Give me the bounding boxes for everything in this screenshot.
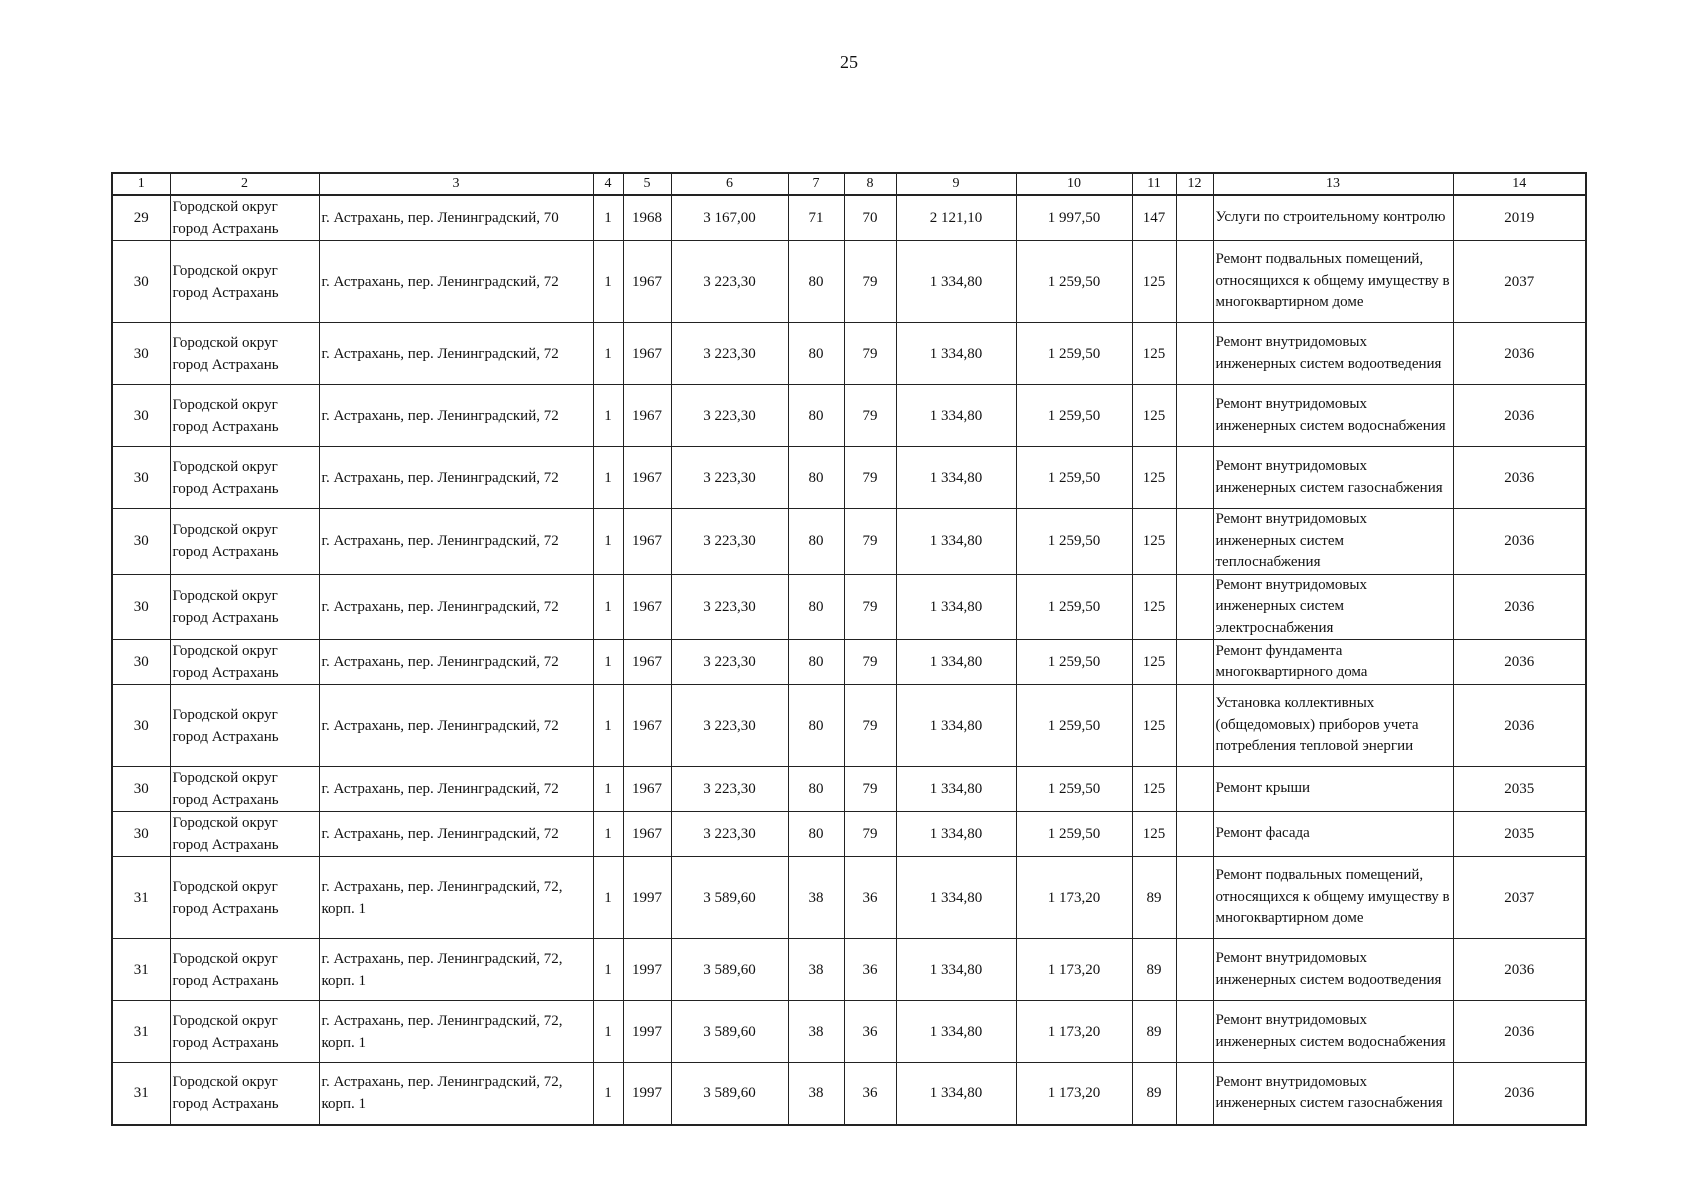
cell-build-year: 1997 (623, 1063, 671, 1125)
cell-total-area: 3 167,00 (671, 195, 788, 241)
cell-flats-residential: 79 (844, 574, 896, 640)
cell-building-count: 1 (593, 509, 623, 575)
cell-flats-total: 80 (788, 447, 844, 509)
cell-municipality: Городской округ город Астрахань (170, 385, 319, 447)
cell-work-type: Ремонт внутридомовых инженерных систем водоотведения (1213, 323, 1453, 385)
cell-total-area: 3 223,30 (671, 767, 788, 812)
cell-flats-total: 38 (788, 939, 844, 1001)
cell-planned-year: 2036 (1453, 574, 1586, 640)
cell-build-year: 1968 (623, 195, 671, 241)
cell-address: г. Астрахань, пер. Ленинградский, 72 (319, 447, 593, 509)
cell-residents: 125 (1132, 447, 1176, 509)
cell-living-area: 1 334,80 (896, 241, 1016, 323)
cell-col-12 (1176, 241, 1213, 323)
cell-work-type: Ремонт внутридомовых инженерных систем газоснабжения (1213, 1063, 1453, 1125)
cell-work-type: Ремонт внутридомовых инженерных систем водоснабжения (1213, 385, 1453, 447)
cell-flats-total: 71 (788, 195, 844, 241)
cell-work-type: Ремонт внутридомовых инженерных систем водоснабжения (1213, 1001, 1453, 1063)
cell-residents: 125 (1132, 685, 1176, 767)
cell-municipality: Городской округ город Астрахань (170, 447, 319, 509)
table-row (112, 447, 1586, 509)
cell-residents: 147 (1132, 195, 1176, 241)
cell-col-12 (1176, 812, 1213, 857)
cell-residents: 125 (1132, 241, 1176, 323)
cell-municipality: Городской округ город Астрахань (170, 640, 319, 685)
cell-work-type: Услуги по строительному контролю (1213, 195, 1453, 241)
cell-area-owned: 1 259,50 (1016, 447, 1132, 509)
table-row (112, 1063, 1586, 1125)
cell-build-year: 1967 (623, 640, 671, 685)
cell-build-year: 1967 (623, 323, 671, 385)
cell-col-12 (1176, 385, 1213, 447)
cell-row-number: 31 (112, 939, 170, 1001)
cell-building-count: 1 (593, 574, 623, 640)
cell-residents: 125 (1132, 574, 1176, 640)
cell-row-number: 29 (112, 195, 170, 241)
cell-flats-residential: 79 (844, 640, 896, 685)
cell-planned-year: 2036 (1453, 385, 1586, 447)
cell-col-12 (1176, 195, 1213, 241)
cell-planned-year: 2037 (1453, 241, 1586, 323)
column-header-13: 13 (1213, 173, 1453, 195)
cell-area-owned: 1 259,50 (1016, 323, 1132, 385)
cell-work-type: Ремонт внутридомовых инженерных систем водоотведения (1213, 939, 1453, 1001)
cell-flats-total: 80 (788, 574, 844, 640)
cell-planned-year: 2036 (1453, 509, 1586, 575)
cell-row-number: 31 (112, 1001, 170, 1063)
header-row (112, 173, 1586, 195)
table-row (112, 323, 1586, 385)
cell-build-year: 1967 (623, 447, 671, 509)
cell-row-number: 31 (112, 1063, 170, 1125)
cell-building-count: 1 (593, 812, 623, 857)
cell-row-number: 30 (112, 812, 170, 857)
cell-row-number: 30 (112, 385, 170, 447)
cell-building-count: 1 (593, 195, 623, 241)
cell-build-year: 1967 (623, 767, 671, 812)
column-header-11: 11 (1132, 173, 1176, 195)
cell-total-area: 3 223,30 (671, 812, 788, 857)
cell-area-owned: 1 173,20 (1016, 939, 1132, 1001)
cell-total-area: 3 223,30 (671, 385, 788, 447)
cell-total-area: 3 589,60 (671, 1063, 788, 1125)
cell-row-number: 30 (112, 640, 170, 685)
cell-area-owned: 1 259,50 (1016, 574, 1132, 640)
cell-total-area: 3 589,60 (671, 939, 788, 1001)
cell-living-area: 1 334,80 (896, 767, 1016, 812)
table-row (112, 574, 1586, 640)
cell-total-area: 3 223,30 (671, 574, 788, 640)
cell-municipality: Городской округ город Астрахань (170, 812, 319, 857)
cell-flats-residential: 79 (844, 241, 896, 323)
cell-planned-year: 2036 (1453, 1001, 1586, 1063)
cell-living-area: 1 334,80 (896, 857, 1016, 939)
cell-col-12 (1176, 857, 1213, 939)
cell-address: г. Астрахань, пер. Ленинградский, 72 (319, 323, 593, 385)
cell-residents: 125 (1132, 385, 1176, 447)
cell-flats-total: 80 (788, 812, 844, 857)
cell-address: г. Астрахань, пер. Ленинградский, 70 (319, 195, 593, 241)
cell-flats-residential: 79 (844, 447, 896, 509)
cell-row-number: 30 (112, 685, 170, 767)
cell-residents: 125 (1132, 509, 1176, 575)
cell-building-count: 1 (593, 1063, 623, 1125)
cell-municipality: Городской округ город Астрахань (170, 1063, 319, 1125)
cell-living-area: 1 334,80 (896, 509, 1016, 575)
table-row (112, 1001, 1586, 1063)
cell-building-count: 1 (593, 939, 623, 1001)
cell-build-year: 1997 (623, 1001, 671, 1063)
cell-building-count: 1 (593, 447, 623, 509)
cell-col-12 (1176, 685, 1213, 767)
table-row (112, 812, 1586, 857)
cell-building-count: 1 (593, 385, 623, 447)
cell-total-area: 3 589,60 (671, 857, 788, 939)
cell-work-type: Ремонт фасада (1213, 812, 1453, 857)
cell-area-owned: 1 173,20 (1016, 857, 1132, 939)
cell-flats-residential: 36 (844, 939, 896, 1001)
column-header-7: 7 (788, 173, 844, 195)
cell-address: г. Астрахань, пер. Ленинградский, 72 (319, 509, 593, 575)
table-row (112, 385, 1586, 447)
cell-address: г. Астрахань, пер. Ленинградский, 72, корп. 1 (319, 857, 593, 939)
cell-residents: 89 (1132, 1063, 1176, 1125)
cell-planned-year: 2036 (1453, 939, 1586, 1001)
cell-municipality: Городской округ город Астрахань (170, 685, 319, 767)
cell-address: г. Астрахань, пер. Ленинградский, 72 (319, 640, 593, 685)
cell-total-area: 3 589,60 (671, 1001, 788, 1063)
cell-building-count: 1 (593, 857, 623, 939)
cell-living-area: 1 334,80 (896, 1001, 1016, 1063)
cell-planned-year: 2035 (1453, 812, 1586, 857)
table-row (112, 640, 1586, 685)
cell-col-12 (1176, 1063, 1213, 1125)
cell-area-owned: 1 173,20 (1016, 1063, 1132, 1125)
cell-flats-residential: 70 (844, 195, 896, 241)
cell-flats-residential: 36 (844, 1063, 896, 1125)
cell-work-type: Ремонт внутридомовых инженерных систем электроснабжения (1213, 574, 1453, 640)
cell-area-owned: 1 259,50 (1016, 685, 1132, 767)
column-header-9: 9 (896, 173, 1016, 195)
cell-row-number: 30 (112, 767, 170, 812)
table-row (112, 939, 1586, 1001)
column-header-14: 14 (1453, 173, 1586, 195)
cell-address: г. Астрахань, пер. Ленинградский, 72, корп. 1 (319, 939, 593, 1001)
cell-flats-total: 80 (788, 685, 844, 767)
cell-flats-total: 38 (788, 1001, 844, 1063)
cell-living-area: 1 334,80 (896, 939, 1016, 1001)
cell-build-year: 1967 (623, 812, 671, 857)
table-row (112, 195, 1586, 241)
cell-planned-year: 2037 (1453, 857, 1586, 939)
cell-address: г. Астрахань, пер. Ленинградский, 72 (319, 241, 593, 323)
cell-municipality: Городской округ город Астрахань (170, 574, 319, 640)
cell-residents: 125 (1132, 323, 1176, 385)
cell-building-count: 1 (593, 241, 623, 323)
cell-total-area: 3 223,30 (671, 640, 788, 685)
cell-living-area: 1 334,80 (896, 447, 1016, 509)
cell-flats-residential: 79 (844, 767, 896, 812)
table-row (112, 685, 1586, 767)
cell-col-12 (1176, 1001, 1213, 1063)
cell-residents: 89 (1132, 939, 1176, 1001)
cell-work-type: Ремонт крыши (1213, 767, 1453, 812)
cell-row-number: 30 (112, 323, 170, 385)
column-header-6: 6 (671, 173, 788, 195)
cell-col-12 (1176, 574, 1213, 640)
cell-col-12 (1176, 323, 1213, 385)
cell-area-owned: 1 173,20 (1016, 1001, 1132, 1063)
cell-building-count: 1 (593, 1001, 623, 1063)
cell-flats-residential: 36 (844, 857, 896, 939)
cell-living-area: 1 334,80 (896, 812, 1016, 857)
cell-flats-total: 80 (788, 241, 844, 323)
column-header-5: 5 (623, 173, 671, 195)
cell-col-12 (1176, 640, 1213, 685)
cell-total-area: 3 223,30 (671, 685, 788, 767)
cell-work-type: Ремонт подвальных помещений, относящихся к общему имуществу в многоквартирном доме (1213, 241, 1453, 323)
cell-flats-residential: 36 (844, 1001, 896, 1063)
cell-living-area: 1 334,80 (896, 323, 1016, 385)
cell-living-area: 1 334,80 (896, 385, 1016, 447)
cell-municipality: Городской округ город Астрахань (170, 767, 319, 812)
cell-build-year: 1997 (623, 857, 671, 939)
column-header-10: 10 (1016, 173, 1132, 195)
cell-flats-residential: 79 (844, 509, 896, 575)
cell-total-area: 3 223,30 (671, 241, 788, 323)
cell-planned-year: 2019 (1453, 195, 1586, 241)
cell-total-area: 3 223,30 (671, 447, 788, 509)
column-header-4: 4 (593, 173, 623, 195)
cell-flats-residential: 79 (844, 385, 896, 447)
cell-planned-year: 2036 (1453, 323, 1586, 385)
cell-building-count: 1 (593, 685, 623, 767)
cell-address: г. Астрахань, пер. Ленинградский, 72 (319, 574, 593, 640)
cell-build-year: 1997 (623, 939, 671, 1001)
cell-living-area: 1 334,80 (896, 574, 1016, 640)
cell-area-owned: 1 259,50 (1016, 640, 1132, 685)
cell-building-count: 1 (593, 323, 623, 385)
cell-flats-total: 80 (788, 509, 844, 575)
cell-address: г. Астрахань, пер. Ленинградский, 72 (319, 812, 593, 857)
cell-residents: 125 (1132, 640, 1176, 685)
cell-row-number: 30 (112, 509, 170, 575)
table-row (112, 509, 1586, 575)
cell-build-year: 1967 (623, 385, 671, 447)
cell-flats-residential: 79 (844, 812, 896, 857)
cell-row-number: 30 (112, 241, 170, 323)
cell-row-number: 31 (112, 857, 170, 939)
cell-residents: 89 (1132, 1001, 1176, 1063)
cell-work-type: Ремонт внутридомовых инженерных систем газоснабжения (1213, 447, 1453, 509)
cell-row-number: 30 (112, 574, 170, 640)
cell-residents: 89 (1132, 857, 1176, 939)
cell-flats-total: 80 (788, 767, 844, 812)
cell-flats-total: 80 (788, 385, 844, 447)
column-header-1: 1 (112, 173, 170, 195)
cell-area-owned: 1 259,50 (1016, 767, 1132, 812)
cell-work-type: Установка коллективных (общедомовых) приборов учета потребления тепловой энергии (1213, 685, 1453, 767)
cell-col-12 (1176, 509, 1213, 575)
cell-area-owned: 1 997,50 (1016, 195, 1132, 241)
cell-col-12 (1176, 767, 1213, 812)
cell-planned-year: 2036 (1453, 685, 1586, 767)
cell-flats-total: 80 (788, 640, 844, 685)
cell-residents: 125 (1132, 812, 1176, 857)
cell-municipality: Городской округ город Астрахань (170, 241, 319, 323)
cell-build-year: 1967 (623, 685, 671, 767)
cell-total-area: 3 223,30 (671, 509, 788, 575)
cell-build-year: 1967 (623, 574, 671, 640)
table-row (112, 857, 1586, 939)
cell-living-area: 1 334,80 (896, 685, 1016, 767)
cell-flats-residential: 79 (844, 323, 896, 385)
cell-address: г. Астрахань, пер. Ленинградский, 72 (319, 685, 593, 767)
cell-work-type: Ремонт фундамента многоквартирного дома (1213, 640, 1453, 685)
cell-address: г. Астрахань, пер. Ленинградский, 72 (319, 385, 593, 447)
cell-planned-year: 2035 (1453, 767, 1586, 812)
cell-planned-year: 2036 (1453, 1063, 1586, 1125)
cell-flats-residential: 79 (844, 685, 896, 767)
cell-flats-total: 38 (788, 857, 844, 939)
cell-flats-total: 80 (788, 323, 844, 385)
cell-col-12 (1176, 939, 1213, 1001)
cell-work-type: Ремонт внутридомовых инженерных систем теплоснабжения (1213, 509, 1453, 575)
cell-planned-year: 2036 (1453, 447, 1586, 509)
column-header-2: 2 (170, 173, 319, 195)
cell-col-12 (1176, 447, 1213, 509)
table-row (112, 767, 1586, 812)
cell-address: г. Астрахань, пер. Ленинградский, 72 (319, 767, 593, 812)
cell-municipality: Городской округ город Астрахань (170, 939, 319, 1001)
cell-building-count: 1 (593, 640, 623, 685)
cell-planned-year: 2036 (1453, 640, 1586, 685)
cell-municipality: Городской округ город Астрахань (170, 195, 319, 241)
cell-area-owned: 1 259,50 (1016, 385, 1132, 447)
cell-total-area: 3 223,30 (671, 323, 788, 385)
column-header-8: 8 (844, 173, 896, 195)
cell-building-count: 1 (593, 767, 623, 812)
cell-work-type: Ремонт подвальных помещений, относящихся к общему имуществу в многоквартирном доме (1213, 857, 1453, 939)
cell-living-area: 2 121,10 (896, 195, 1016, 241)
cell-area-owned: 1 259,50 (1016, 812, 1132, 857)
cell-build-year: 1967 (623, 509, 671, 575)
cell-flats-total: 38 (788, 1063, 844, 1125)
column-header-12: 12 (1176, 173, 1213, 195)
cell-area-owned: 1 259,50 (1016, 241, 1132, 323)
table-body (112, 195, 1586, 1125)
column-header-3: 3 (319, 173, 593, 195)
cell-row-number: 30 (112, 447, 170, 509)
repair-program-table (111, 172, 1587, 1126)
cell-municipality: Городской округ город Астрахань (170, 857, 319, 939)
cell-build-year: 1967 (623, 241, 671, 323)
page-number: 25 (840, 52, 858, 72)
cell-address: г. Астрахань, пер. Ленинградский, 72, корп. 1 (319, 1063, 593, 1125)
cell-municipality: Городской округ город Астрахань (170, 1001, 319, 1063)
table-row (112, 241, 1586, 323)
cell-residents: 125 (1132, 767, 1176, 812)
cell-area-owned: 1 259,50 (1016, 509, 1132, 575)
cell-address: г. Астрахань, пер. Ленинградский, 72, корп. 1 (319, 1001, 593, 1063)
cell-municipality: Городской округ город Астрахань (170, 509, 319, 575)
cell-living-area: 1 334,80 (896, 640, 1016, 685)
cell-living-area: 1 334,80 (896, 1063, 1016, 1125)
cell-municipality: Городской округ город Астрахань (170, 323, 319, 385)
